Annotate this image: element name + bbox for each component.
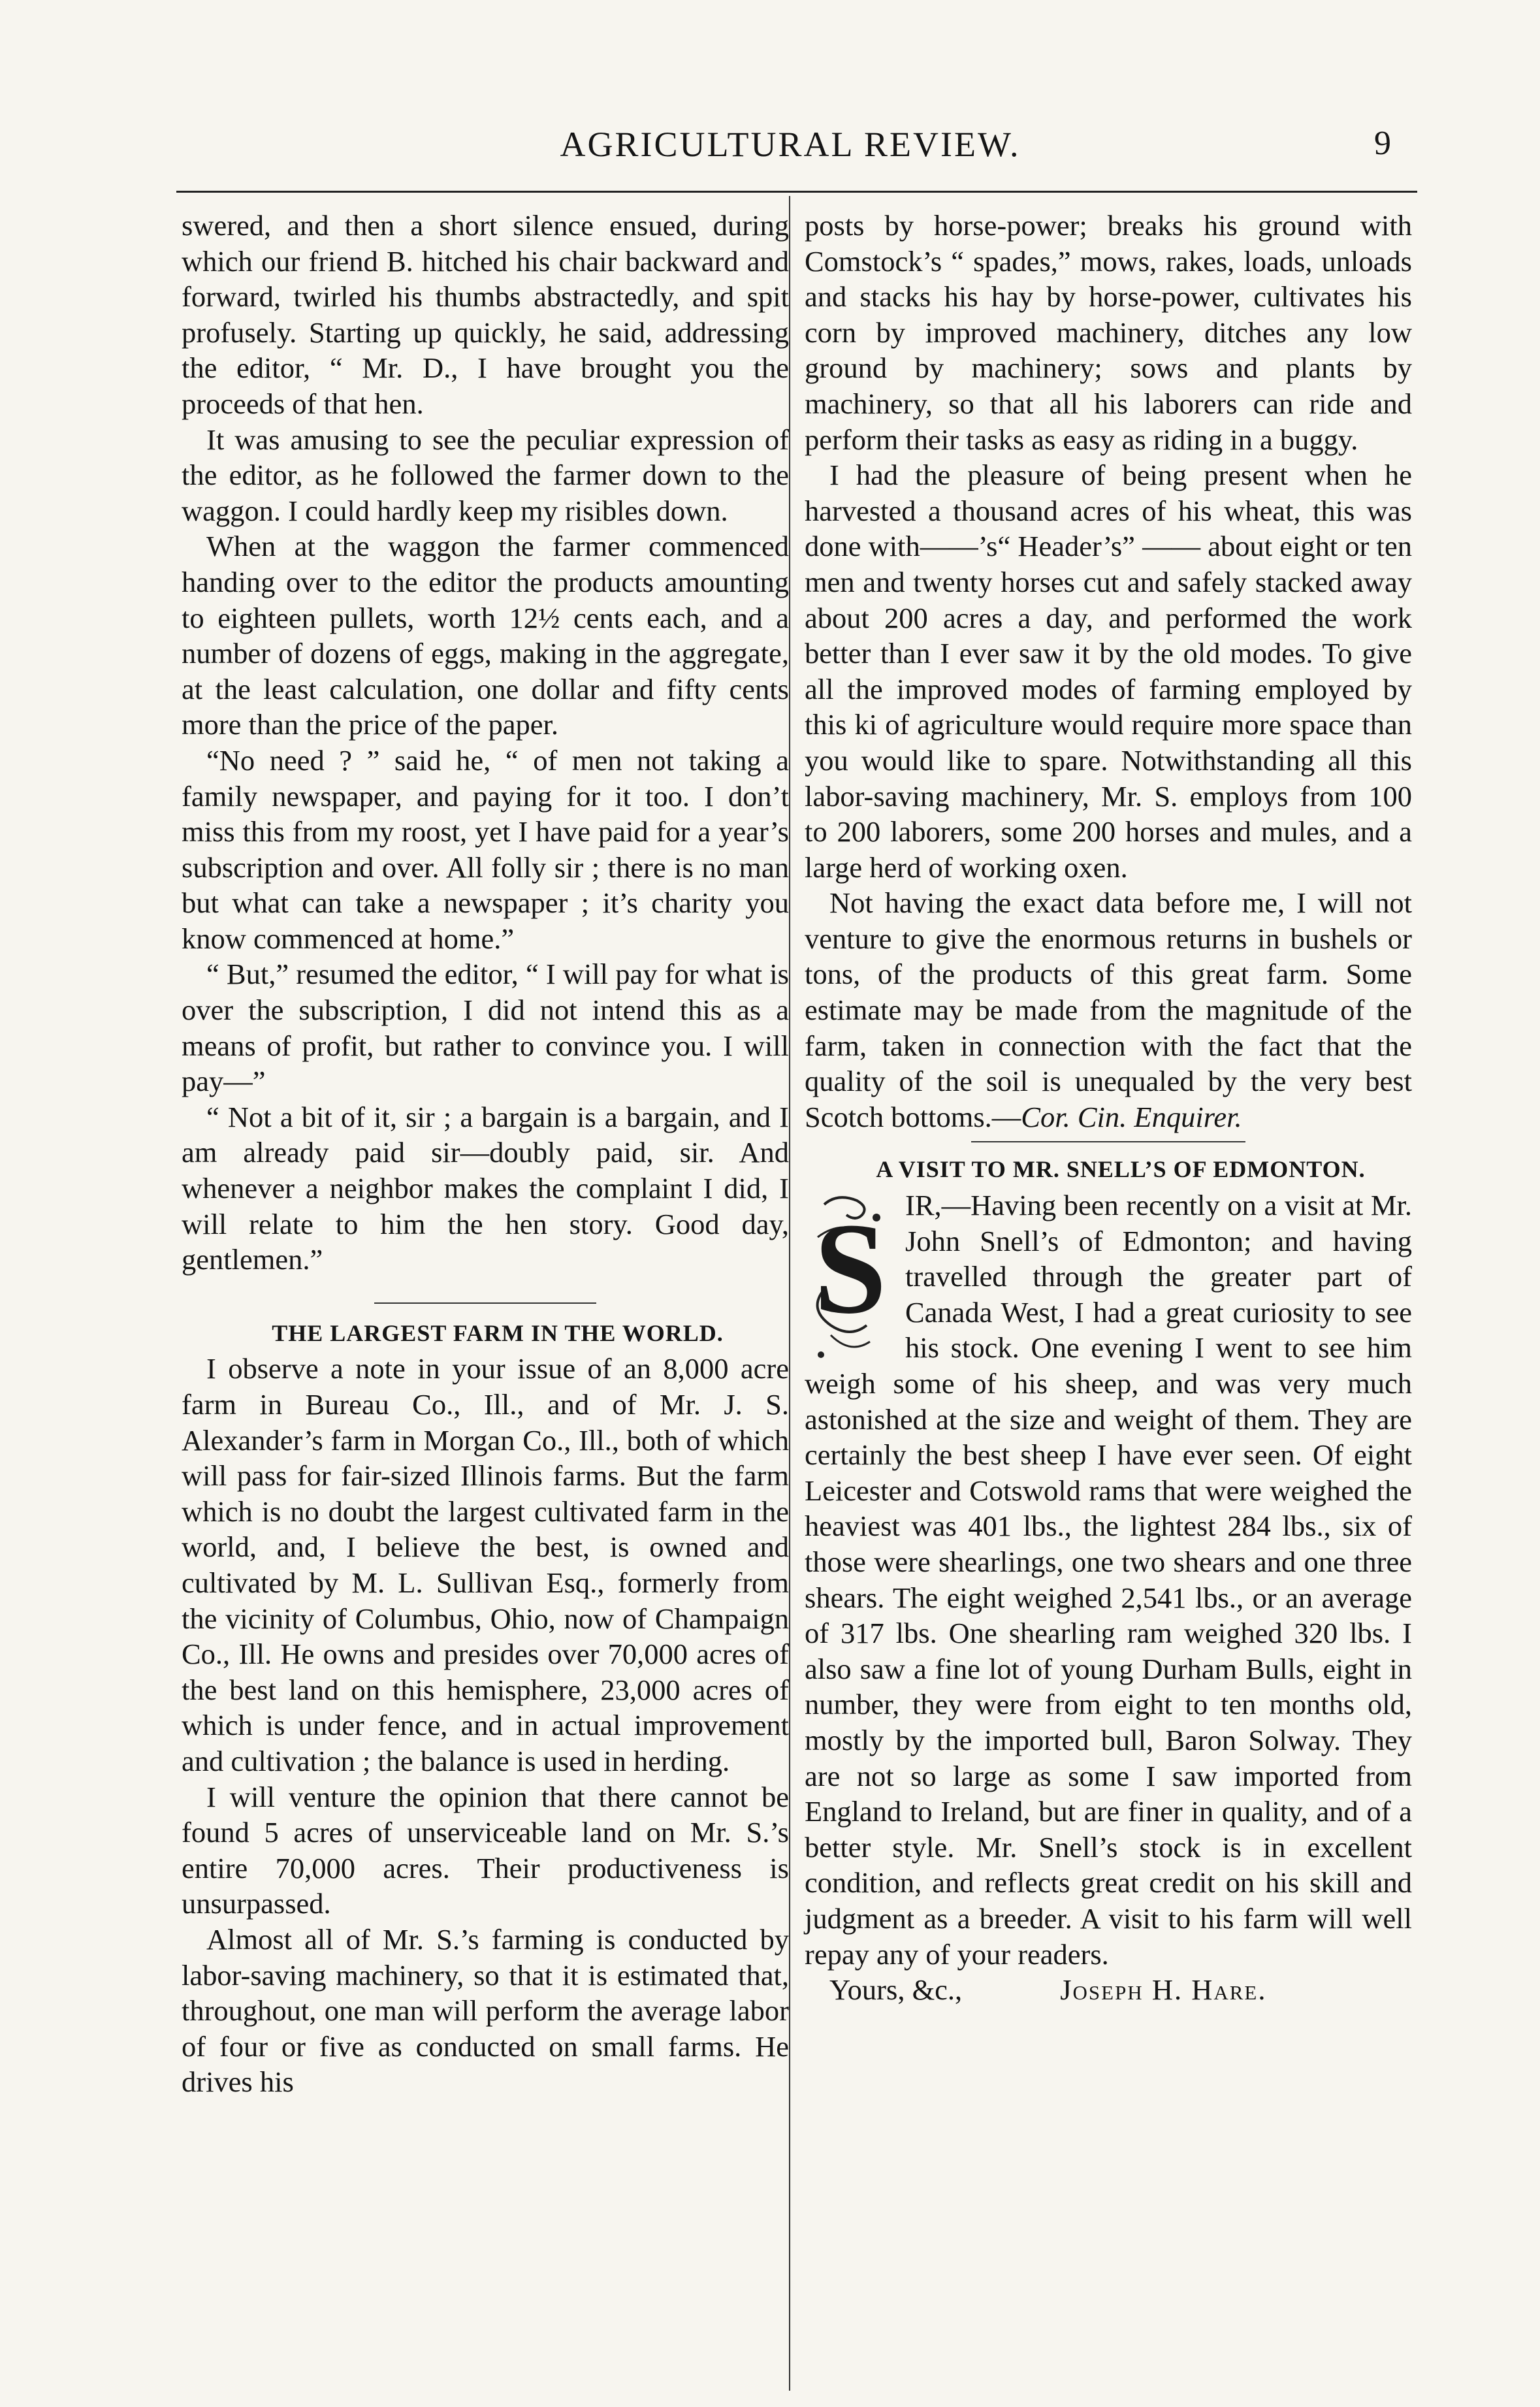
paragraph: I observe a note in your issue of an 8,000 acre farm in Bureau Co., Ill., and of Mr. J. S. Alexander’s farm in Morgan Co., Ill., both of which will pass for fair-sized Illinois farms. But the farm which is no doubt the largest cultivated farm in the world, and, I believe the best, is owned and cultivated by M. L. Sullivan Esq., formerly from the vicinity of Columbus, Ohio, now of Champaign Co., Ill. He owns and presides over 70,000 acres of the best land on this hemisphere, 23,000 acres of which is under fence, and in actual improvement and cultivation ; the balance is used in herding. — [182, 1352, 789, 1777]
paragraph — [805, 885, 1412, 1135]
signature-line — [805, 1972, 1412, 2008]
paragraph: When at the waggon the farmer commenced handing over to the editor the products amounting to eighteen pullets, worth 12½ cents each, and a number of dozens of eggs, making in the aggregate, at the least calculation, one dollar and fifty cents more than the price of the paper. — [182, 530, 789, 741]
paragraph: Almost all of Mr. S.’s farming is conducted by labor-saving machinery, so that it is estimated that, throughout, one man will perform the average labor of four or five as conducted on small farms. He drives his — [182, 1922, 789, 2099]
page-header — [163, 118, 1417, 176]
section-rule — [374, 1302, 596, 1304]
ornamental-initial-icon — [805, 1191, 896, 1365]
dropcap-letter: S — [814, 1197, 887, 1342]
right-column — [805, 208, 1412, 2008]
paragraph: “ Not a bit of it, sir ; a bargain is a bargain, and I am already paid sir—doubly paid, sir. And whenever a neighbor makes the complaint I did, I will relate to him the hen story. Good day, gentlemen.” — [182, 1100, 789, 1276]
header-rule — [176, 191, 1417, 193]
paragraph: IR,—Having been recently on a visit at Mr. John Snell’s of Edmonton; and having travelled through the greater part of Canada West, I had a great curiosity to see his stock. One evening I went to see him weigh some of his sheep, and was very much astonished at the size and weight of them. They are certainly the best sheep I have ever seen. Of eight Leicester and Cotswold rams that were weighed the heaviest was 401 lbs., the lightest 284 lbs., six of those were shearlings, one two shears and one three shears. The eight weighed 2,541 lbs., or an average of 317 lbs. One shearling ram weighed 320 lbs. I also saw a fine lot of young Durham Bulls, eight in number, they were from eight to ten months old, mostly by the imported bull, Baron Solway. They are not so large as some I saw imported from England to Ireland, but are finer in quality, and of a better style. Mr. Snell’s stock is in excellent condition, and reflects great credit on his skill and judgment as a breeder. A visit to his farm will well repay any of your readers. — [805, 1189, 1412, 1971]
paragraph: I will venture the opinion that there cannot be found 5 acres of unserviceable land on Mr. S.’s entire 70,000 acres. Their productiveness is unsurpassed. — [182, 1780, 789, 1920]
closing: Yours, &c., — [829, 1973, 963, 2007]
paragraph: swered, and then a short silence ensued, during which our friend B. hitched his chair backward and forward, twirled his thumbs abstractedly, and spit profusely. Starting up quickly, he said, addressing the editor, “ Mr. D., I have brought you the proceeds of that hen. — [182, 209, 789, 420]
article-heading: THE LARGEST FARM IN THE WORLD. — [272, 1319, 724, 1346]
running-title: AGRICULTURAL REVIEW. — [560, 125, 1021, 164]
paragraph: posts by horse-power; breaks his ground with Comstock’s “ spades,” mows, rakes, loads, unloads and stacks his hay by horse-power, cultivates his corn by improved machinery, ditches any low ground by machinery; sows and plants by machinery, so that all his laborers can ride and perform their tasks as easy as riding in a buggy. — [805, 209, 1412, 456]
paragraph: It was amusing to see the peculiar expression of the editor, as he followed the farmer down to the waggon. I could hardly keep my risibles down. — [182, 423, 789, 527]
paragraph-text: Not having the exact data before me, I will not venture to give the enormous returns in bushels or tons, of the products of this great farm. Some estimate may be made from the magnitude of the farm, taken in connection with the fact that the quality of the soil is unequaled by the very best Scotch bottoms.— — [805, 886, 1412, 1133]
article-heading: A VISIT TO MR. SNELL’S OF EDMONTON. — [876, 1156, 1366, 1183]
paragraph: “No need ? ” said he, “ of men not taking a family newspaper, and paying for it too. I don’t miss this from my roost, yet I have paid for a year’s subscription and over. All folly sir ; there is no man but what can take a newspaper ; it’s charity you know commenced at home.” — [182, 743, 789, 955]
column-divider — [789, 196, 790, 2391]
section-rule — [971, 1141, 1245, 1142]
page-number: 9 — [1374, 125, 1391, 162]
letter-body — [805, 1187, 1412, 1972]
paragraph: “ But,” resumed the editor, “ I will pay for what is over the subscription, I did not intend this as a means of profit, but rather to convince you. I will pay—” — [182, 958, 789, 1098]
paragraph: I had the pleasure of being present when he harvested a thousand acres of his wheat, this was done with——’s“ Header’s” —— about eight or ten men and twenty horses cut and safely stacked away about 200 acres a day, and performed the work better than I ever saw it by the old modes. To give all the improved modes of farming employed by this ki of agriculture would require more space than you would like to spare. Notwithstanding all this labor-saving machinery, Mr. S. employs from 100 to 200 laborers, some 200 horses and mules, and a large herd of working oxen. — [805, 459, 1412, 884]
left-column — [182, 208, 789, 2100]
source-credit: Cor. Cin. Enquirer. — [1021, 1100, 1242, 1133]
author-signature: Joseph H. Hare. — [1060, 1973, 1267, 2007]
